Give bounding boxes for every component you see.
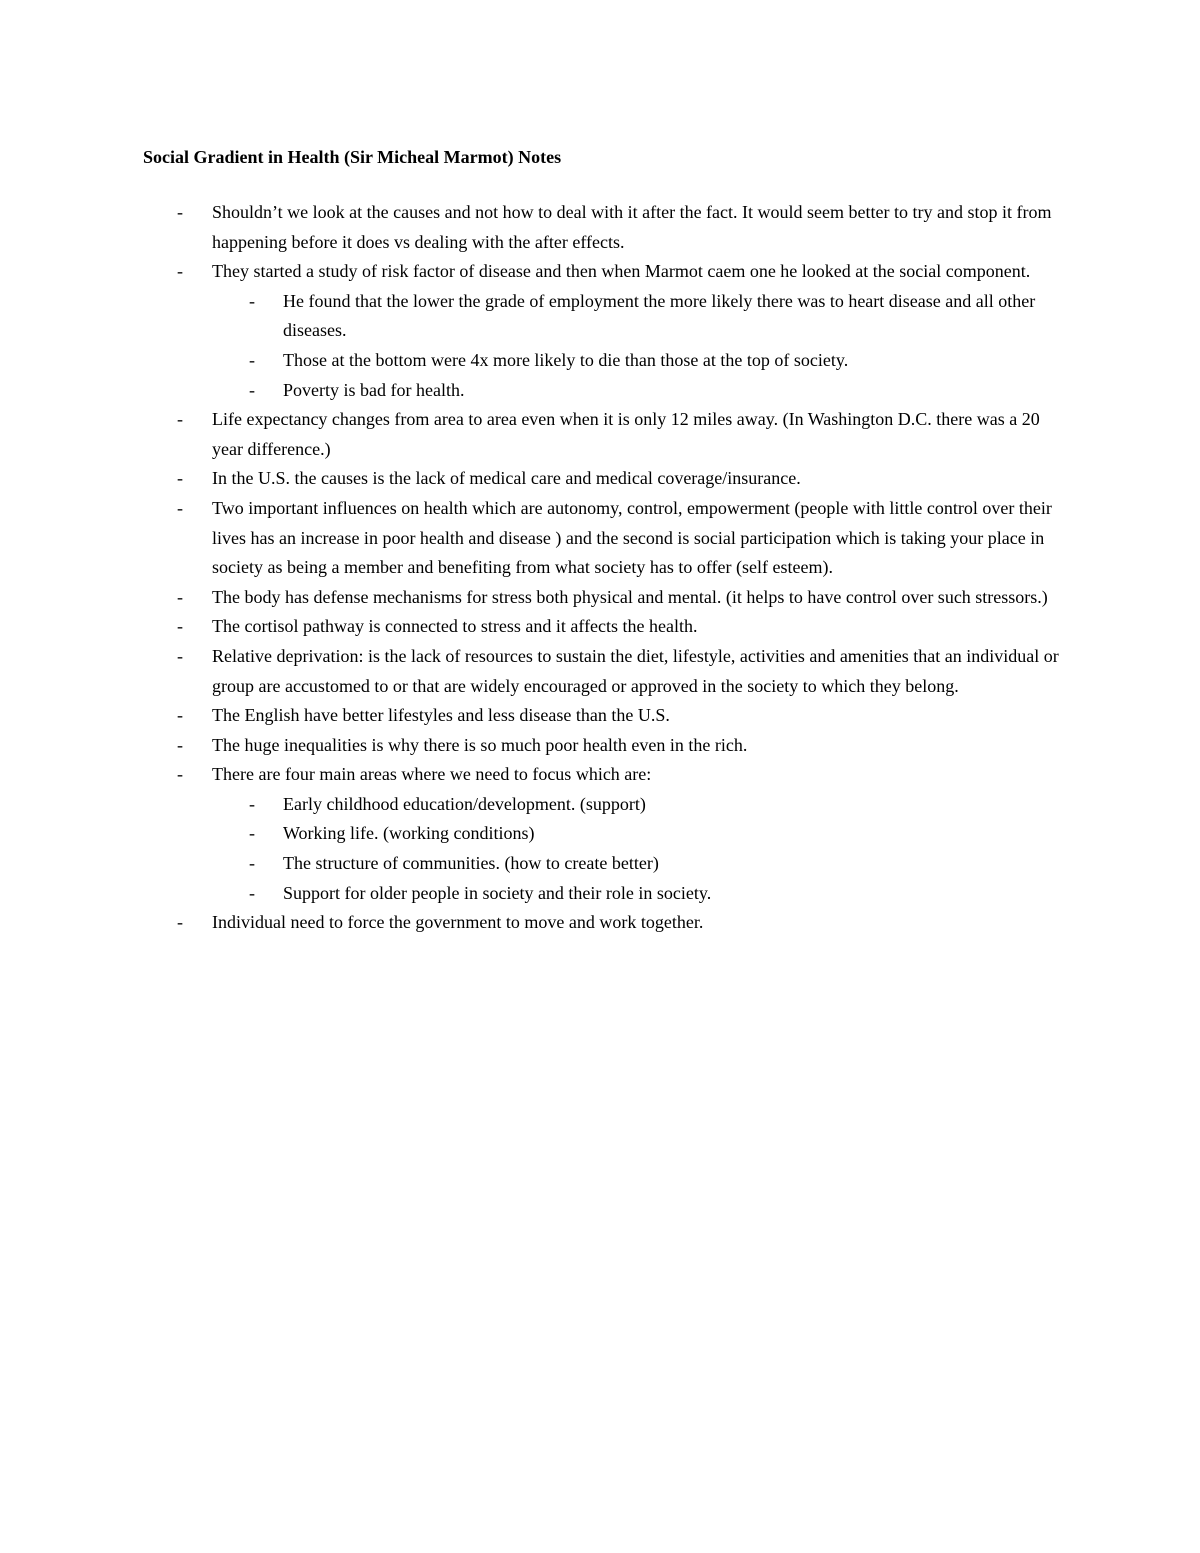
list-item-text: The structure of communities. (how to create better)	[283, 853, 659, 874]
bullet-dash: -	[177, 261, 183, 282]
list-item	[0, 612, 1062, 642]
bullet-dash: -	[249, 823, 255, 844]
sub-list-item	[0, 346, 1063, 376]
list-item	[0, 583, 1062, 613]
list-item-text: Working life. (working conditions)	[283, 823, 535, 844]
list-item-text: The body has defense mechanisms for stress both physical and mental. (it helps to have control over such stressors.)	[212, 586, 1048, 607]
sub-list-item	[0, 790, 1063, 820]
sub-list-item	[0, 819, 1063, 849]
bullet-dash: -	[249, 379, 255, 400]
list-item	[0, 405, 1062, 464]
list-item-text: Support for older people in society and their role in society.	[283, 882, 712, 903]
bullet-dash: -	[177, 586, 183, 607]
sub-list-item	[0, 376, 1063, 406]
bullet-dash: -	[249, 853, 255, 874]
bullet-dash: -	[177, 468, 183, 489]
list-item-text: The cortisol pathway is connected to stress and it affects the health.	[212, 616, 698, 637]
bullet-dash: -	[249, 882, 255, 903]
list-item-text: In the U.S. the causes is the lack of medical care and medical coverage/insurance.	[212, 468, 801, 489]
list-item	[0, 908, 1062, 938]
bullet-dash: -	[177, 734, 183, 755]
sub-list-item	[0, 879, 1063, 909]
list-item	[0, 494, 1062, 583]
bullet-dash: -	[249, 349, 255, 370]
bullet-dash: -	[177, 705, 183, 726]
list-item-text: There are four main areas where we need to focus which are:	[212, 764, 652, 785]
list-item-text: The huge inequalities is why there is so much poor health even in the rich.	[212, 734, 748, 755]
bullet-dash: -	[177, 497, 183, 518]
list-item	[0, 198, 1062, 257]
bullet-dash: -	[177, 645, 183, 666]
list-item-text: Relative deprivation: is the lack of resources to sustain the diet, lifestyle, activities and amenities that an individual or group are accustomed to or that are widely encouraged or approved in the society to which they belong.	[212, 645, 1059, 696]
sub-list-item	[0, 287, 1063, 346]
list-item-text: Poverty is bad for health.	[283, 379, 465, 400]
bullet-dash: -	[177, 764, 183, 785]
list-item-text: Shouldn’t we look at the causes and not how to deal with it after the fact. It would seem better to try and stop it from happening before it does vs dealing with the after effects.	[212, 202, 1052, 252]
list-item-text: They started a study of risk factor of disease and then when Marmot caem one he looked at the social component.	[212, 261, 1031, 282]
bullet-dash: -	[177, 912, 183, 933]
notes-list	[0, 198, 1200, 938]
bullet-dash: -	[177, 409, 183, 430]
list-item-text: Early childhood education/development. (support)	[283, 793, 646, 814]
list-item	[0, 701, 1062, 731]
list-item-text: Two important influences on health which are autonomy, control, empowerment (people with little control over their lives has an increase in poor health and disease ) and the second is social participation which is taking your place in society as being a member and benefiting from what society has to offer (self esteem).	[212, 497, 1052, 578]
list-item	[0, 257, 1062, 287]
document-title: Social Gradient in Health (Sir Micheal Marmot) Notes	[143, 147, 562, 167]
list-item	[0, 464, 1062, 494]
list-item-text: The English have better lifestyles and less disease than the U.S.	[212, 705, 670, 726]
list-item-text: Those at the bottom were 4x more likely to die than those at the top of society.	[283, 349, 849, 370]
list-item	[0, 760, 1062, 790]
bullet-dash: -	[249, 793, 255, 814]
sub-list-item	[0, 849, 1063, 879]
list-item-text: Life expectancy changes from area to area even when it is only 12 miles away. (In Washington D.C. there was a 20 year difference.)	[212, 409, 1040, 459]
list-item	[0, 642, 1062, 701]
bullet-dash: -	[249, 290, 255, 311]
bullet-dash: -	[177, 202, 183, 222]
list-item-text: Individual need to force the government to move and work together.	[212, 912, 704, 933]
bullet-dash: -	[177, 616, 183, 637]
list-item	[0, 731, 1062, 761]
list-item-text: He found that the lower the grade of employment the more likely there was to heart disease and all other diseases.	[283, 290, 1036, 341]
